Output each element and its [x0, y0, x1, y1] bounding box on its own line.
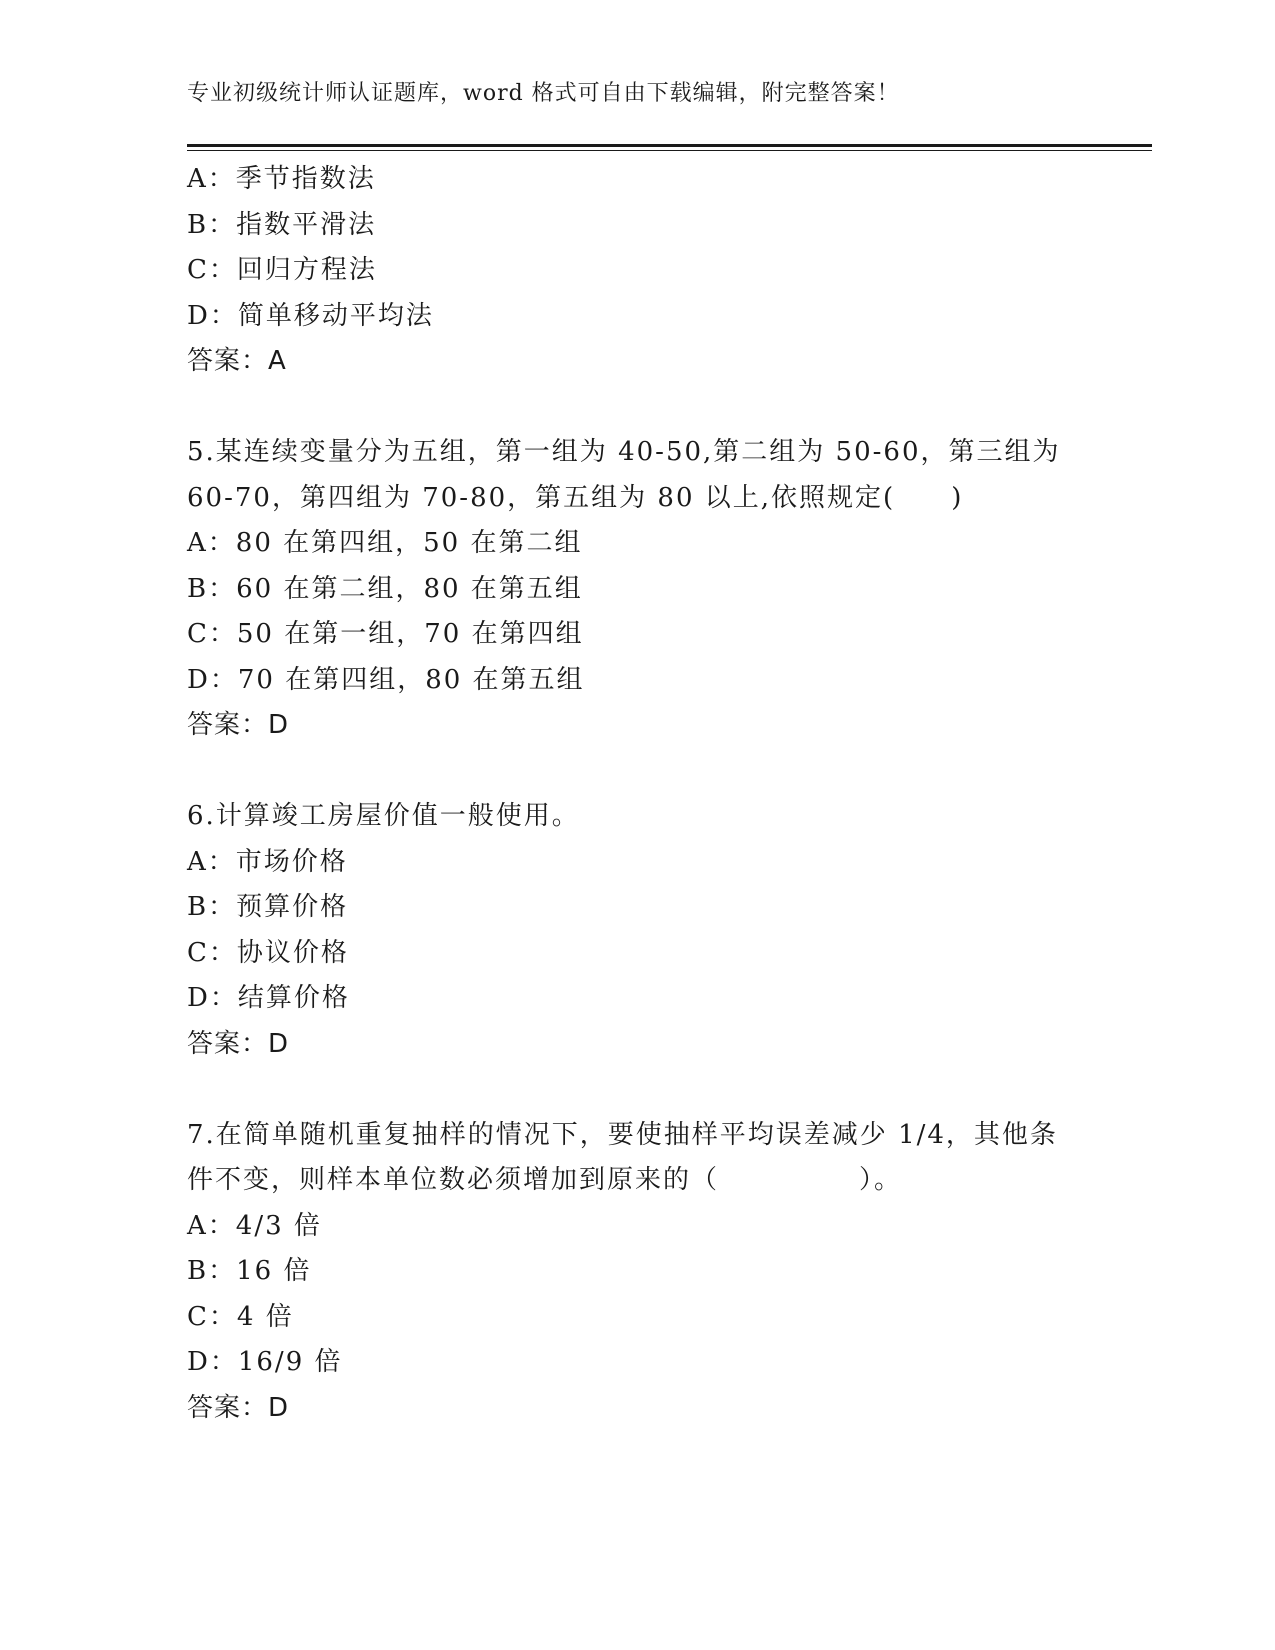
option-c: C：回归方程法	[187, 255, 377, 285]
question-list	[187, 157, 1117, 1431]
option-d: D：简单移动平均法	[187, 300, 434, 331]
question-block	[187, 430, 1117, 749]
question-stem: 件不变，则样本单位数必须增加到原来的（ ）。	[187, 1165, 903, 1195]
answer-line: 答案：A	[187, 346, 287, 376]
option-c: C：4 倍	[187, 1301, 294, 1332]
option-d: D：70 在第四组，80 在第五组	[187, 664, 585, 695]
answer-line: 答案：D	[187, 710, 290, 740]
option-c: C：协议价格	[187, 937, 349, 968]
answer-line: 答案：D	[187, 1392, 290, 1423]
question-stem: 7.在简单随机重复抽样的情况下，要使抽样平均误差减少 1/4，其他条	[187, 1119, 1058, 1150]
option-d: D：结算价格	[187, 983, 350, 1013]
question-stem: 6.计算竣工房屋价值一般使用。	[187, 801, 580, 831]
page-header: 专业初级统计师认证题库，word 格式可自由下载编辑，附完整答案！	[187, 81, 900, 106]
option-b: B：16 倍	[187, 1256, 312, 1286]
option-d: D：16/9 倍	[187, 1347, 343, 1377]
question-block	[187, 157, 1117, 385]
question-spacer	[187, 385, 1117, 431]
question-spacer	[187, 749, 1117, 795]
option-b: B：指数平滑法	[187, 209, 377, 240]
question-stem: 5.某连续变量分为五组，第一组为 40-50,第二组为 50-60，第三组为	[187, 437, 1061, 467]
option-c: C：50 在第一组，70 在第四组	[187, 619, 584, 649]
question-block	[187, 794, 1117, 1067]
question-stem: 60-70，第四组为 70-80，第五组为 80 以上,依照规定( )	[187, 482, 964, 513]
answer-line: 答案：D	[187, 1028, 290, 1059]
option-a: A：4/3 倍	[187, 1210, 322, 1241]
option-a: A：季节指数法	[187, 164, 376, 194]
question-spacer	[187, 1067, 1117, 1113]
header-rule-thin	[187, 150, 1152, 151]
question-block	[187, 1113, 1117, 1432]
option-b: B：60 在第二组，80 在第五组	[187, 573, 583, 604]
option-a: A：80 在第四组，50 在第二组	[187, 528, 583, 558]
option-b: B：预算价格	[187, 892, 349, 922]
option-a: A：市场价格	[187, 846, 348, 877]
header-rule-thick	[187, 144, 1152, 147]
